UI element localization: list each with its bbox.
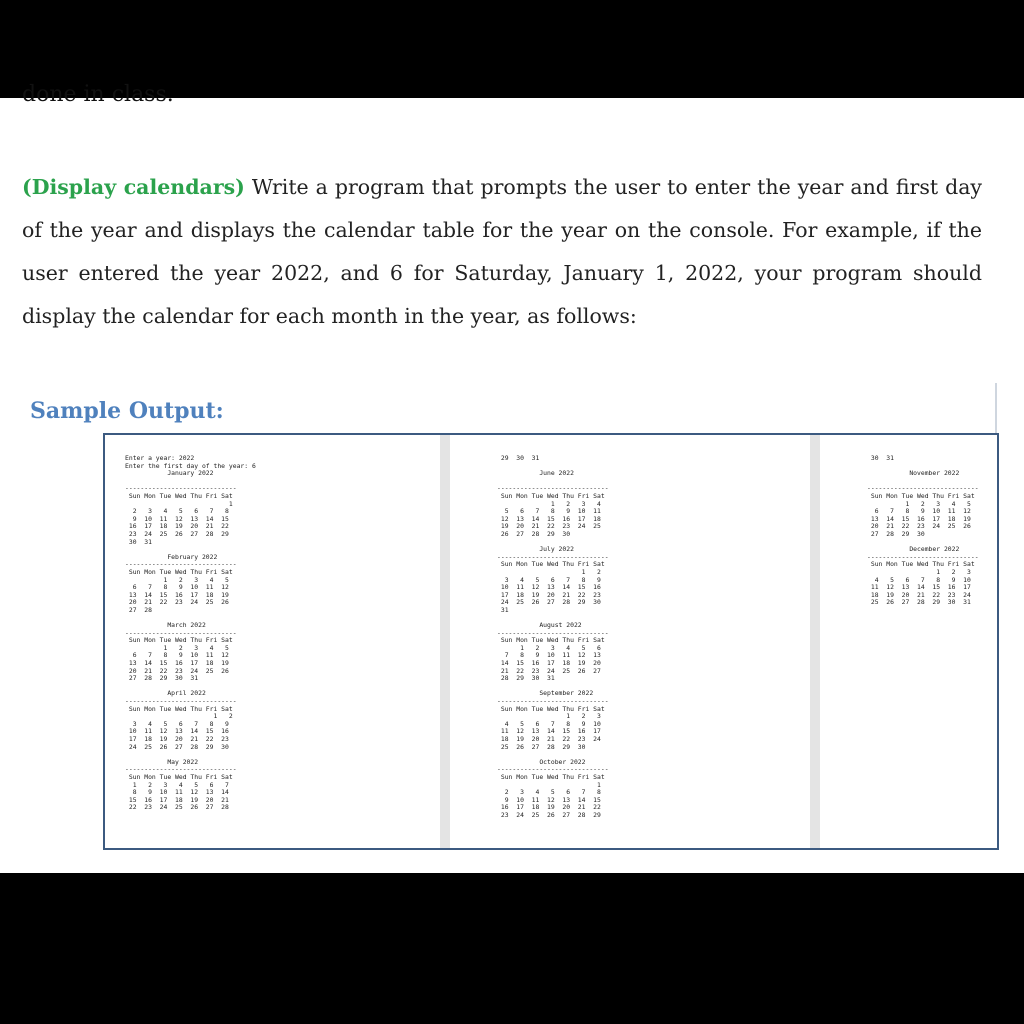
console-line: -----------------------------: [497, 628, 609, 637]
console-line: 19 20 21 22 23 24 25: [497, 522, 601, 531]
console-line: Enter the first day of the year: 6: [125, 461, 256, 470]
console-line: 20 21 22 23 24 25 26: [125, 598, 229, 607]
console-line: -----------------------------: [497, 484, 609, 493]
console-line: -----------------------------: [125, 560, 237, 569]
console-line: 29 30 31: [497, 454, 540, 462]
console-line: 11 12 13 14 15 16 17: [497, 727, 601, 736]
console-line: 1: [125, 499, 233, 508]
console-line: May 2022: [125, 757, 199, 766]
console-line: 30 31: [125, 537, 152, 546]
console-line: -----------------------------: [125, 484, 237, 493]
console-line: 25 26 27 28 29 30: [497, 742, 586, 751]
console-line: 20 21 22 23 24 25 26: [125, 666, 229, 675]
console-line: 20 21 22 23 24 25 26: [867, 522, 971, 531]
console-line: 26 27 28 29 30: [497, 529, 571, 538]
console-column-1: [125, 455, 256, 812]
console-line: -----------------------------: [867, 484, 979, 493]
console-line: 23 24 25 26 27 28 29: [497, 810, 601, 819]
problem-statement: [22, 166, 982, 338]
console-line: 6 7 8 9 10 11 12: [125, 583, 229, 592]
console-line: 13 14 15 16 17 18 19: [125, 590, 229, 599]
console-line: 3 4 5 6 7 8 9: [125, 719, 229, 728]
console-line: Sun Mon Tue Wed Thu Fri Sat: [497, 636, 605, 645]
console-line: Sun Mon Tue Wed Thu Fri Sat: [125, 567, 233, 576]
console-line: 5 6 7 8 9 10 11: [497, 507, 601, 516]
console-line: -----------------------------: [497, 765, 609, 774]
console-line: -----------------------------: [497, 697, 609, 705]
console-line: 14 15 16 17 18 19 20: [497, 659, 601, 668]
console-line: 18 19 20 21 22 23 24: [497, 734, 601, 743]
console-line: April 2022: [125, 689, 206, 698]
console-line: 15 16 17 18 19 20 21: [125, 795, 229, 804]
console-line: October 2022: [497, 757, 586, 766]
console-line: 23 24 25 26 27 28 29: [125, 529, 229, 538]
console-line: 1 2 3 4 5: [125, 643, 229, 652]
console-line: 1 2 3 4 5 6: [497, 643, 601, 652]
console-line: -----------------------------: [497, 552, 609, 561]
console-line: Sun Mon Tue Wed Thu Fri Sat: [497, 772, 605, 781]
console-line: 4 5 6 7 8 9 10: [497, 719, 601, 728]
console-column-2: [497, 455, 609, 820]
console-line: 10 11 12 13 14 15 16: [497, 583, 601, 592]
console-column-3: [867, 455, 979, 607]
console-line: 24 25 26 27 28 29 30: [125, 742, 229, 751]
console-line: July 2022: [497, 545, 574, 554]
console-line: Sun Mon Tue Wed Thu Fri Sat: [867, 491, 975, 500]
console-line: 4 5 6 7 8 9 10: [867, 575, 971, 584]
console-line: September 2022: [497, 689, 594, 698]
console-line: February 2022: [125, 552, 218, 561]
console-line: 3 4 5 6 7 8 9: [497, 575, 601, 584]
console-line: Sun Mon Tue Wed Thu Fri Sat: [497, 704, 605, 713]
page-gap-1: [440, 435, 450, 848]
console-line: 1 2 3 4: [497, 499, 601, 508]
problem-body: Write a program that prompts the user to enter the year and first day of the year and displays the calendar table for the year on the console. For example, if the user entered the year 2022, and 6 for Saturday, January 1, 2022, your program should display the calendar for each month in the year, as follows:: [22, 175, 982, 328]
console-line: -----------------------------: [867, 552, 979, 561]
console-line: 27 28: [125, 605, 152, 614]
console-line: 2 3 4 5 6 7 8: [125, 507, 229, 516]
console-line: 8 9 10 11 12 13 14: [125, 788, 229, 797]
console-line: 27 28 29 30: [867, 529, 925, 538]
console-line: 16 17 18 19 20 21 22: [497, 803, 601, 812]
console-line: 1 2 3: [867, 567, 971, 576]
console-line: Enter a year: 2022: [125, 454, 195, 462]
console-line: 28 29 30 31: [497, 674, 555, 683]
console-line: 25 26 27 28 29 30 31: [867, 598, 971, 607]
console-line: 1 2 3 4 5 6 7: [125, 780, 229, 789]
console-line: Sun Mon Tue Wed Thu Fri Sat: [497, 491, 605, 500]
console-line: 31: [497, 605, 509, 614]
console-line: June 2022: [497, 469, 574, 478]
console-line: 17 18 19 20 21 22 23: [497, 590, 601, 599]
console-line: August 2022: [497, 621, 582, 630]
document-page: [0, 82, 1024, 873]
console-line: -----------------------------: [125, 628, 237, 637]
sample-output-heading: Sample Output:: [30, 398, 224, 424]
console-line: 17 18 19 20 21 22 23: [125, 734, 229, 743]
problem-title: (Display calendars): [22, 175, 245, 199]
console-line: 10 11 12 13 14 15 16: [125, 727, 229, 736]
console-line: 1 2 3 4 5: [867, 499, 971, 508]
console-line: 16 17 18 19 20 21 22: [125, 522, 229, 531]
page-gap-2: [810, 435, 820, 848]
console-line: -----------------------------: [125, 697, 237, 705]
console-line: 12 13 14 15 16 17 18: [497, 514, 601, 523]
console-line: 6 7 8 9 10 11 12: [125, 651, 229, 660]
console-line: 18 19 20 21 22 23 24: [867, 590, 971, 599]
console-line: January 2022: [125, 469, 214, 478]
console-line: 6 7 8 9 10 11 12: [867, 507, 971, 516]
console-output-box: [103, 433, 999, 850]
console-line: Sun Mon Tue Wed Thu Fri Sat: [125, 491, 233, 500]
console-line: 1 2: [497, 567, 601, 576]
console-line: Sun Mon Tue Wed Thu Fri Sat: [125, 772, 233, 781]
console-line: Sun Mon Tue Wed Thu Fri Sat: [125, 704, 233, 713]
console-line: December 2022: [867, 545, 960, 554]
previous-text-fragment: done in class.: [22, 82, 174, 107]
console-line: 9 10 11 12 13 14 15: [125, 514, 229, 523]
console-line: 30 31: [867, 454, 894, 462]
console-line: 13 14 15 16 17 18 19: [125, 659, 229, 668]
console-line: 22 23 24 25 26 27 28: [125, 803, 229, 812]
console-line: Sun Mon Tue Wed Thu Fri Sat: [867, 560, 975, 569]
console-line: 1 2 3 4 5: [125, 575, 229, 584]
console-line: Sun Mon Tue Wed Thu Fri Sat: [125, 636, 233, 645]
console-line: Sun Mon Tue Wed Thu Fri Sat: [497, 560, 605, 569]
console-line: 2 3 4 5 6 7 8: [497, 788, 601, 797]
console-line: -----------------------------: [125, 765, 237, 774]
console-line: 1: [497, 780, 601, 789]
console-line: March 2022: [125, 621, 206, 630]
console-line: November 2022: [867, 469, 960, 478]
console-line: 7 8 9 10 11 12 13: [497, 651, 601, 660]
console-line: 24 25 26 27 28 29 30: [497, 598, 601, 607]
console-line: 27 28 29 30 31: [125, 674, 199, 683]
console-line: 9 10 11 12 13 14 15: [497, 795, 601, 804]
console-line: 13 14 15 16 17 18 19: [867, 514, 971, 523]
console-line: 1 2 3: [497, 712, 601, 721]
console-line: 21 22 23 24 25 26 27: [497, 666, 601, 675]
console-line: 1 2: [125, 712, 233, 721]
console-line: 11 12 13 14 15 16 17: [867, 583, 971, 592]
